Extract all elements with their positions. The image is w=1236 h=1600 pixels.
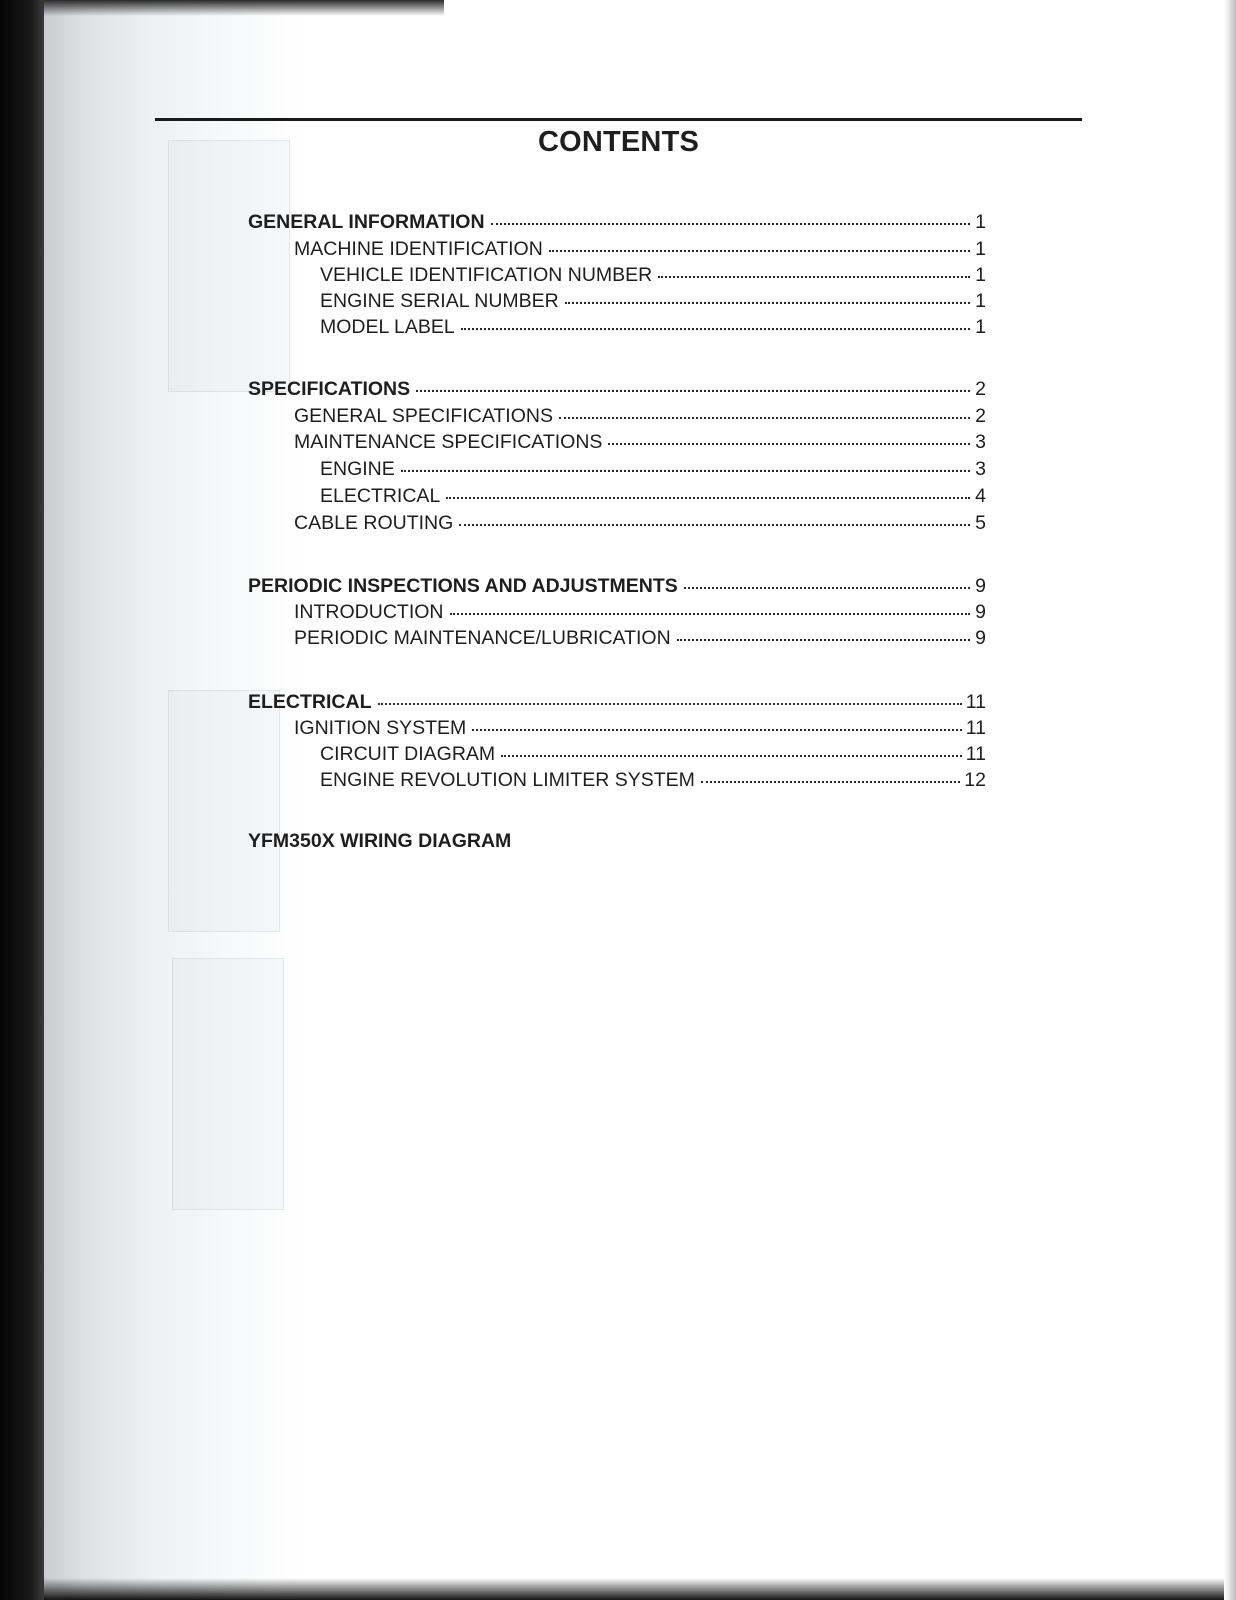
toc-entry-label: MACHINE IDENTIFICATION (294, 238, 543, 260)
toc-entry-general-specifications[interactable] (294, 402, 986, 428)
toc-entry-label: ENGINE SERIAL NUMBER (320, 290, 559, 312)
toc-page-number: 12 (964, 769, 986, 791)
dot-leader (658, 261, 970, 281)
toc-page-number: 11 (965, 743, 986, 765)
toc-page-number: 2 (975, 378, 986, 400)
toc-entry-label: ENGINE REVOLUTION LIMITER SYSTEM (320, 769, 695, 791)
toc-entry-label: CABLE ROUTING (294, 512, 454, 534)
toc-section-electrical[interactable] (248, 688, 986, 714)
toc-entry-circuit-diagram[interactable] (320, 740, 986, 766)
toc-section-wiring-diagram[interactable] (248, 830, 648, 856)
dot-leader (446, 482, 970, 502)
toc-page-number: 1 (975, 290, 986, 312)
toc-section-general-information[interactable] (248, 208, 986, 234)
dot-leader (472, 714, 961, 734)
dot-leader (401, 455, 970, 475)
toc-entry-label: ELECTRICAL (248, 691, 372, 713)
toc-page-number: 1 (975, 211, 986, 233)
toc-entry-label: PERIODIC INSPECTIONS AND ADJUSTMENTS (248, 575, 678, 597)
dot-leader (549, 235, 970, 255)
toc-entry-label: IGNITION SYSTEM (294, 717, 467, 739)
toc-page-number: 5 (975, 512, 986, 534)
dot-leader (677, 624, 970, 644)
toc-page-number: 3 (975, 458, 986, 480)
toc-entry-label: MODEL LABEL (320, 316, 455, 338)
toc-entry-ignition-system[interactable] (294, 714, 986, 740)
toc-entry-label: MAINTENANCE SPECIFICATIONS (294, 431, 603, 453)
toc-entry-label: PERIODIC MAINTENANCE/LUBRICATION (294, 627, 671, 649)
toc-page-number: 1 (975, 238, 986, 260)
toc-entry-electrical[interactable] (320, 482, 986, 508)
dot-leader (565, 287, 970, 307)
toc-section-specifications[interactable] (248, 375, 986, 401)
toc-entry-introduction[interactable] (294, 598, 986, 624)
dot-leader (459, 509, 970, 529)
dot-leader (684, 572, 970, 592)
toc-entry-maintenance-specifications[interactable] (294, 428, 986, 454)
toc-entry-label: INTRODUCTION (294, 601, 444, 623)
toc-entry-engine-serial-number[interactable] (320, 287, 986, 313)
toc-entry-machine-identification[interactable] (294, 235, 986, 261)
toc-page-number: 1 (975, 316, 986, 338)
dot-leader (559, 402, 970, 422)
dot-leader (608, 428, 970, 448)
dot-leader (461, 313, 970, 333)
dot-leader (491, 208, 970, 228)
toc-page-number: 1 (975, 264, 986, 286)
toc-entry-label: ELECTRICAL (320, 485, 441, 507)
toc-page-number: 9 (975, 601, 986, 623)
dot-leader (501, 740, 962, 760)
dot-leader (701, 766, 960, 786)
toc-entry-vehicle-identification-number[interactable] (320, 261, 986, 287)
toc-entry-periodic-maintenance-lubrication[interactable] (294, 624, 986, 650)
toc-entry-label: VEHICLE IDENTIFICATION NUMBER (320, 264, 653, 286)
page-title: CONTENTS (537, 126, 700, 158)
toc-entry-label: GENERAL SPECIFICATIONS (294, 405, 553, 427)
toc-page-number: 4 (975, 485, 986, 507)
dot-leader (450, 598, 971, 618)
dot-leader (416, 375, 970, 395)
toc-entry-label: YFM350X WIRING DIAGRAM (248, 830, 512, 852)
toc-entry-model-label[interactable] (320, 313, 986, 339)
toc-entry-label: GENERAL INFORMATION (248, 211, 485, 233)
toc-page-number: 2 (975, 405, 986, 427)
toc-page-number: 11 (965, 691, 986, 713)
toc-entry-label: SPECIFICATIONS (248, 378, 411, 400)
toc-page-number: 9 (975, 627, 986, 649)
toc-entry-cable-routing[interactable] (294, 509, 986, 535)
toc-page-number: 9 (975, 575, 986, 597)
toc-page-number: 11 (965, 717, 986, 739)
toc-page-number: 3 (975, 431, 986, 453)
dot-leader (378, 688, 962, 708)
toc-entry-label: CIRCUIT DIAGRAM (320, 743, 496, 765)
toc-entry-engine[interactable] (320, 455, 986, 481)
toc-section-periodic-inspections[interactable] (248, 572, 986, 598)
toc-entry-label: ENGINE (320, 458, 395, 480)
toc-entry-engine-revolution-limiter-system[interactable] (320, 766, 986, 792)
